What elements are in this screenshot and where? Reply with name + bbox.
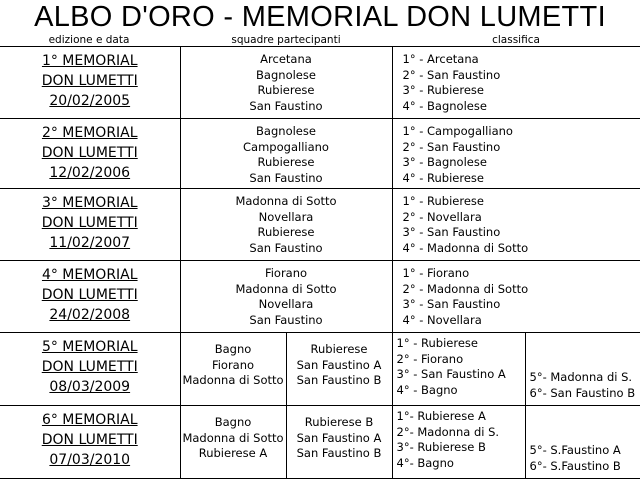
team-name: Novellara <box>258 297 314 311</box>
ranking-entry: 3° - San Faustino A <box>396 367 506 381</box>
edition-date: 08/03/2009 <box>49 379 131 395</box>
ranking-entry: 5°- S.Faustino A <box>529 443 621 457</box>
team-name: Arcetana <box>260 52 312 66</box>
ranking-entry: 6°- S.Faustino B <box>529 458 621 473</box>
header-ranking: classifica <box>492 34 540 46</box>
header-teams: squadre partecipanti <box>231 34 341 46</box>
teams-cell <box>180 119 392 189</box>
teams-cell <box>180 47 392 119</box>
teams-group-b <box>287 333 392 405</box>
team-name: Madonna di Sotto <box>182 430 284 445</box>
ranking-cell <box>392 47 640 119</box>
team-name: Fiorano <box>264 266 308 280</box>
ranking-entry: 3°- Rubierese B <box>396 440 486 454</box>
team-name: Bagnolese <box>256 124 316 138</box>
ranking-cell <box>392 333 640 406</box>
ranking-entry: 2° - Fiorano <box>396 351 464 366</box>
ranking-entry: 3° - Rubierese <box>402 83 484 97</box>
hall-of-fame-table <box>0 46 640 479</box>
team-name: Rubierese A <box>198 446 268 460</box>
ranking-entry: 4° - Rubierese <box>402 170 484 185</box>
teams-cell <box>180 189 392 261</box>
team-name: Madonna di Sotto <box>235 194 337 208</box>
team-name: San Faustino <box>249 240 323 255</box>
ranking-entry: 2° - San Faustino <box>402 139 501 154</box>
edition-subtitle: DON LUMETTI <box>41 145 138 161</box>
ranking-entry: 1° - Rubierese <box>402 194 484 208</box>
teams-group-a <box>181 406 287 478</box>
ranking-cell <box>392 406 640 479</box>
ranking-entry: 1° - Rubierese <box>396 336 478 350</box>
page-title: ALBO D'ORO - MEMORIAL DON LUMETTI <box>34 1 606 33</box>
teams-cell <box>180 261 392 333</box>
ranking-entry: 4° - Novellara <box>402 312 482 327</box>
ranking-entry: 1° - Campogalliano <box>402 124 513 138</box>
ranking-entry: 2° - San Faustino <box>402 67 501 82</box>
edition-date: 20/02/2005 <box>49 93 131 109</box>
teams-cell <box>180 406 392 479</box>
table-row <box>0 333 640 406</box>
ranking-entry: 1° - Fiorano <box>402 266 470 280</box>
team-name: Madonna di Sotto <box>182 373 284 387</box>
ranking-cell <box>392 119 640 189</box>
team-name: Bagno <box>214 342 252 356</box>
teams-cell <box>180 333 392 406</box>
edition-cell <box>0 261 180 333</box>
team-name: Campogalliano <box>243 139 329 154</box>
ranking-cell <box>392 261 640 333</box>
table-row <box>0 261 640 333</box>
ranking-top4 <box>393 406 526 478</box>
team-name: Rubierese <box>257 155 315 169</box>
ranking-entry: 6°- San Faustino B <box>529 385 636 400</box>
team-name: Bagno <box>214 415 252 429</box>
table-row <box>0 119 640 189</box>
team-name: Rubierese <box>257 225 315 239</box>
ranking-others <box>526 333 640 405</box>
team-name: San Faustino <box>249 98 323 113</box>
edition-cell <box>0 406 180 479</box>
team-name: San Faustino A <box>296 357 382 372</box>
teams-group-a <box>181 333 287 405</box>
table-row <box>0 47 640 119</box>
ranking-entry: 3° - Bagnolese <box>402 155 487 169</box>
ranking-entry: 2° - Madonna di Sotto <box>402 281 529 296</box>
ranking-entry: 4°- Bagno <box>396 455 454 470</box>
edition-subtitle: DON LUMETTI <box>41 359 138 375</box>
edition-cell <box>0 189 180 261</box>
ranking-entry: 2° - Novellara <box>402 209 482 224</box>
team-name: San Faustino A <box>296 430 382 445</box>
edition-title: 6° MEMORIAL <box>41 412 138 428</box>
team-name: Rubierese <box>257 83 315 97</box>
team-name: San Faustino <box>249 170 323 185</box>
team-name: San Faustino B <box>296 373 382 387</box>
ranking-others <box>526 406 640 478</box>
team-name: San Faustino <box>249 312 323 327</box>
edition-cell <box>0 333 180 406</box>
edition-title: 2° MEMORIAL <box>41 125 138 141</box>
ranking-entry: 1°- Rubierese A <box>396 409 486 423</box>
ranking-cell <box>392 189 640 261</box>
team-name: Bagnolese <box>256 67 316 82</box>
ranking-entry: 3° - San Faustino <box>402 297 501 311</box>
ranking-entry: 4° - Bagnolese <box>402 98 487 113</box>
table-row <box>0 406 640 479</box>
ranking-entry: 5°- Madonna di S. <box>529 370 633 384</box>
edition-date: 24/02/2008 <box>49 307 131 323</box>
table-row <box>0 189 640 261</box>
edition-subtitle: DON LUMETTI <box>41 432 138 448</box>
ranking-entry: 4° - Madonna di Sotto <box>402 240 529 255</box>
team-name: San Faustino B <box>296 446 382 460</box>
team-name: Novellara <box>258 209 314 224</box>
edition-date: 12/02/2006 <box>49 165 131 181</box>
team-name: Rubierese <box>310 342 368 356</box>
edition-title: 1° MEMORIAL <box>41 53 138 69</box>
team-name: Fiorano <box>211 357 255 372</box>
ranking-entry: 4° - Bagno <box>396 382 458 397</box>
edition-subtitle: DON LUMETTI <box>41 73 138 89</box>
edition-cell <box>0 47 180 119</box>
header-edition: edizione e data <box>48 34 130 46</box>
edition-title: 4° MEMORIAL <box>41 267 138 283</box>
edition-title: 5° MEMORIAL <box>41 339 138 355</box>
edition-subtitle: DON LUMETTI <box>41 215 138 231</box>
ranking-entry: 2°- Madonna di S. <box>396 424 500 439</box>
edition-date: 11/02/2007 <box>49 235 131 251</box>
edition-cell <box>0 119 180 189</box>
edition-date: 07/03/2010 <box>49 452 131 468</box>
edition-subtitle: DON LUMETTI <box>41 287 138 303</box>
ranking-top4 <box>393 333 526 405</box>
ranking-entry: 1° - Arcetana <box>402 52 479 66</box>
teams-group-b <box>287 406 392 478</box>
team-name: Madonna di Sotto <box>235 281 337 296</box>
edition-title: 3° MEMORIAL <box>41 195 138 211</box>
team-name: Rubierese B <box>304 415 374 429</box>
ranking-entry: 3° - San Faustino <box>402 225 501 239</box>
